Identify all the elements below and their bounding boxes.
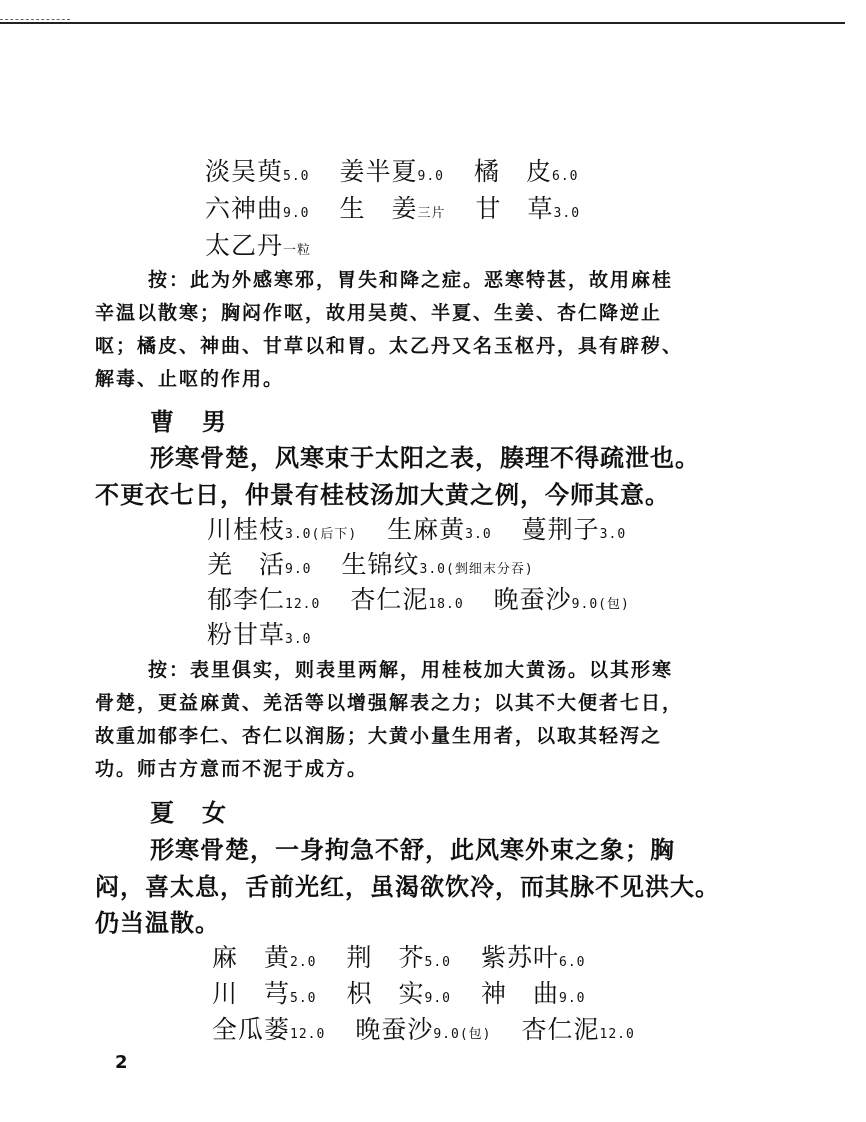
herb-item: 神 曲9.0	[481, 979, 586, 1008]
prescription-2-line-4	[207, 615, 312, 651]
case-3-text-line-2: 闷，喜太息，舌前光红，虽渴欲饮冷，而其脉不见洪大。	[95, 872, 720, 901]
herb-item: 枳 实9.0	[346, 979, 451, 1008]
herb-item: 全瓜蒌12.0	[212, 1015, 326, 1044]
case-3-text-line-3: 仍当温散。	[95, 908, 220, 937]
note-2-line-3: 故重加郁李仁、杏仁以润肠；大黄小量生用者，以取其轻泻之	[95, 725, 663, 747]
herb-item: 郁李仁12.0	[207, 585, 321, 614]
note-2-line-4: 功。师古方意而不泥于成方。	[95, 758, 369, 780]
note-1-line-2: 辛温以散寒；胸闷作呕，故用吴萸、半夏、生姜、杏仁降逆止	[95, 302, 663, 324]
header-dash	[0, 19, 70, 20]
herb-item: 姜半夏9.0	[339, 157, 444, 186]
herb-item: 麻 黄2.0	[212, 943, 317, 972]
case-2-patient: 曹 男	[150, 407, 228, 436]
herb-item: 淡吴萸5.0	[205, 157, 310, 186]
case-3-text-line-1: 形寒骨楚，一身拘急不舒，此风寒外束之象；胸	[150, 835, 675, 864]
note-2-line-2: 骨楚，更益麻黄、羌活等以增强解表之力；以其不大便者七日，	[95, 692, 684, 714]
herb-item: 生 姜三片	[339, 194, 446, 223]
case-3-patient: 夏 女	[150, 798, 228, 827]
herb-item: 甘 草3.0	[475, 194, 581, 223]
herb-item: 生麻黄3.0	[387, 515, 492, 544]
prescription-2-line-2	[207, 545, 534, 581]
herb-item: 杏仁泥18.0	[350, 585, 464, 614]
herb-item: 川桂枝3.0(后下)	[207, 515, 358, 544]
herb-item: 川 芎5.0	[212, 979, 317, 1008]
prescription-2-line-3	[207, 580, 630, 616]
herb-item: 羌 活9.0	[207, 550, 312, 579]
page-number: 2	[115, 1052, 128, 1073]
prescription-1-line-2	[205, 189, 580, 225]
herb-item: 杏仁泥12.0	[521, 1015, 635, 1044]
herb-item: 晚蚕沙9.0(包)	[493, 585, 630, 614]
note-1-line-4: 解毒、止呕的作用。	[95, 368, 285, 390]
herb-item: 太乙丹一粒	[205, 231, 312, 260]
note-1-line-1: 按：此为外感寒邪，胃失和降之症。恶寒特甚，故用麻桂	[148, 269, 674, 291]
note-2-line-1: 按：表里俱实，则表里两解，用桂枝加大黄汤。以其形寒	[148, 659, 674, 681]
case-2-text-line-2: 不更衣七日，仲景有桂枝汤加大黄之例，今师其意。	[95, 480, 670, 509]
prescription-3-line-2	[212, 974, 586, 1010]
prescription-1-line-1	[205, 152, 579, 188]
herb-item: 橘 皮6.0	[474, 157, 579, 186]
prescription-3-line-3	[212, 1010, 635, 1046]
prescription-1-line-3	[205, 226, 311, 262]
herb-item: 晚蚕沙9.0(包)	[355, 1015, 492, 1044]
prescription-2-line-1	[207, 510, 626, 546]
herb-item: 蔓荆子3.0	[521, 515, 627, 544]
prescription-3-line-1	[212, 938, 586, 974]
header-rule	[0, 22, 845, 24]
herb-item: 紫苏叶6.0	[481, 943, 586, 972]
herb-item: 六神曲9.0	[205, 194, 310, 223]
case-2-text-line-1: 形寒骨楚，风寒束于太阳之表，腠理不得疏泄也。	[150, 443, 700, 472]
herb-item: 生锦纹3.0(剉细末分吞)	[341, 550, 534, 579]
herb-item: 荆 芥5.0	[346, 943, 451, 972]
note-1-line-3: 呕；橘皮、神曲、甘草以和胃。太乙丹又名玉枢丹，具有辟秽、	[95, 335, 684, 357]
herb-item: 粉甘草3.0	[207, 620, 312, 649]
